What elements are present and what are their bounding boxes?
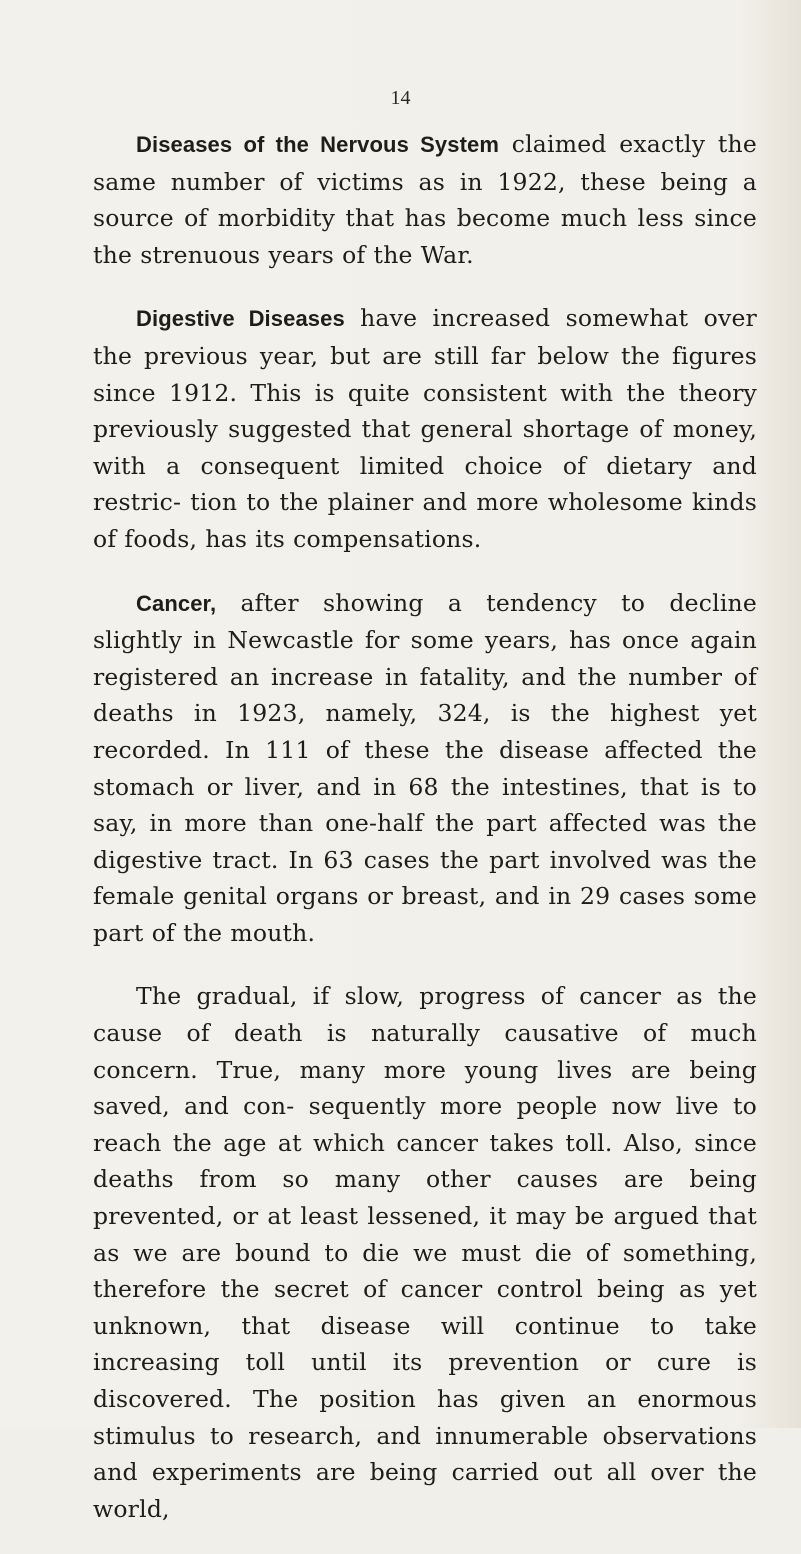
paragraph-cancer — [93, 585, 757, 952]
paragraph-text: The gradual, if slow, progress of cancer as the cause of death is naturally causative of much concern. True, many more young lives are being saved, and con- sequently more people now live to reach the age at which cancer takes toll. Also, since deaths from so many other causes are being prevented, or at least lessened, it may be argued that as we are bound to die we must die of something, therefore the secret of cancer control being as yet unknown, that disease will continue to take increasing toll until its prevention or cure is discovered. The position has given an enormous stimulus to research, and innumerable observations and experiments are being carried out all over the world, — [93, 982, 757, 1523]
paragraph-digestive-diseases — [93, 300, 757, 557]
paragraph-text: claimed exactly the same number of victims as in 1922, these being a source of morbidity that has become much less since the strenuous years of the War. — [93, 130, 757, 269]
paragraph-lead-heading: Digestive Diseases — [136, 306, 345, 332]
paragraph-lead-heading: Diseases of the Nervous System — [136, 132, 500, 157]
page-number: 14 — [390, 87, 411, 109]
body-text — [93, 126, 757, 1554]
paragraph-text: after showing a tendency to decline slightly in Newcastle for some years, has once again registered an increase in fatality, and the number of deaths in 1923, namely, 324, is the highest yet recorded. In 111 of these the disease affected the stomach or liver, and in 68 the intestines, that is to say, in more than one-half the part affected was the digestive tract. In 63 cases the part involved was the female genital organs or breast, and in 29 cases some part of the mouth. — [93, 588, 757, 947]
paragraph-nervous-system — [93, 126, 757, 273]
paragraph-text: have increased somewhat over the previous year, but are still far below the figures since 1912. This is quite consistent with the theory previously suggested that general shortage of money, with a consequent limited choice of dietary and restric- tion to the plainer and more wholesome kinds of foods, has its compensations. — [93, 304, 757, 553]
paragraph-lead-heading: Cancer, — [136, 590, 217, 616]
paragraph-cancer-progress — [93, 978, 757, 1527]
